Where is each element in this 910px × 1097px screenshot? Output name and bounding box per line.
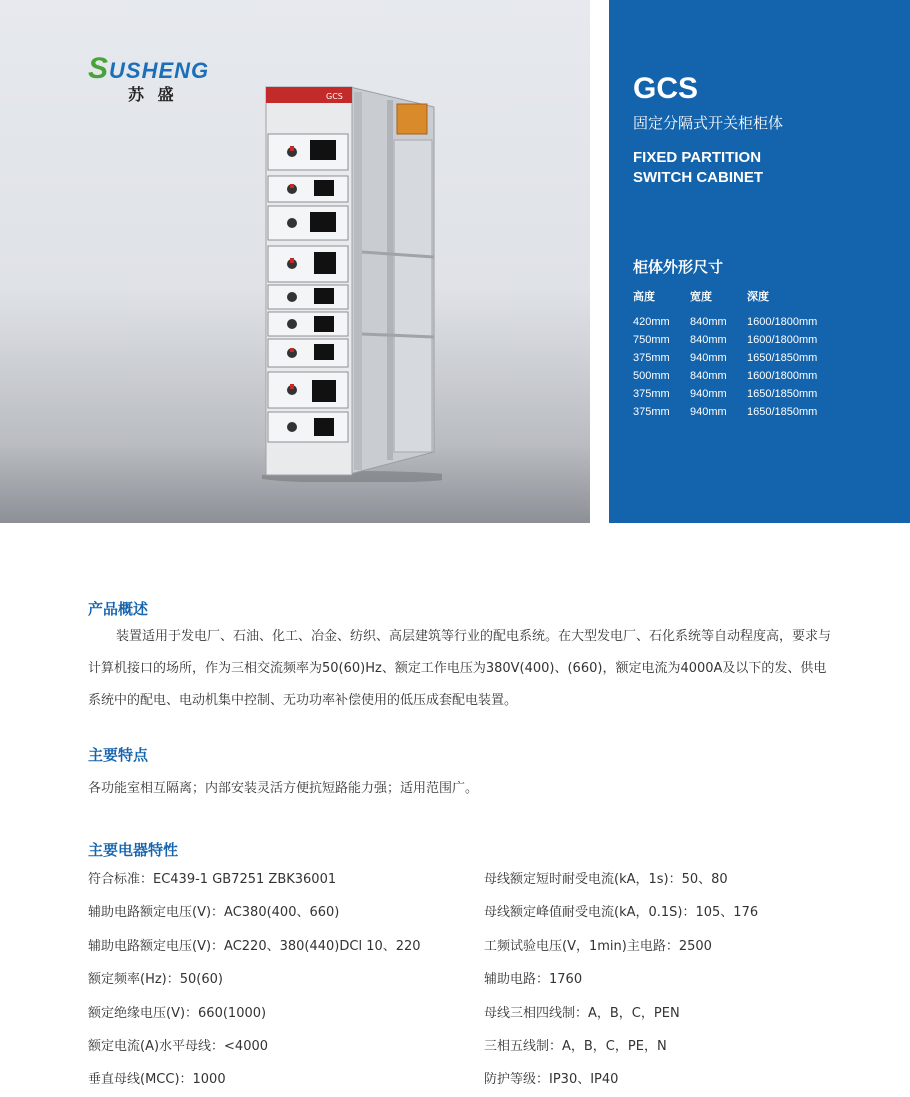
product-model: GCS bbox=[633, 72, 699, 105]
cell-depth: 1600/1800mm bbox=[747, 334, 818, 346]
logo-cn: 苏 盛 bbox=[128, 85, 178, 104]
product-name-en-line2: SWITCH CABINET bbox=[633, 169, 763, 186]
logo-word: USHENG bbox=[109, 58, 210, 83]
spec-item: 辅助电路额定电压(V)：AC380(400、660) bbox=[88, 905, 340, 921]
cell-height: 375mm bbox=[633, 352, 670, 364]
cabinet-illustration bbox=[262, 82, 442, 482]
dimensions-table bbox=[633, 288, 817, 424]
table-row bbox=[633, 388, 817, 406]
cabinet-plate-label: GCS bbox=[326, 92, 343, 101]
cell-depth: 1650/1850mm bbox=[747, 388, 818, 400]
product-name-en bbox=[633, 148, 763, 188]
spec-item: 母线三相四线制：A，B，C，PEN bbox=[484, 1005, 680, 1021]
header-width: 宽度 bbox=[690, 290, 712, 303]
dimensions-header-row bbox=[633, 288, 817, 308]
cell-depth: 1600/1800mm bbox=[747, 370, 818, 382]
table-row bbox=[633, 316, 817, 334]
cell-width: 940mm bbox=[690, 388, 727, 400]
product-name-cn: 固定分隔式开关柜柜体 bbox=[633, 114, 784, 132]
cell-height: 375mm bbox=[633, 388, 670, 400]
features-text: 各功能室相互隔离；内部安装灵活方便抗短路能力强；适用范围广。 bbox=[88, 781, 479, 796]
cell-depth: 1650/1850mm bbox=[747, 352, 818, 364]
features-title: 主要特点 bbox=[88, 746, 149, 764]
cell-width: 840mm bbox=[690, 370, 727, 382]
spec-item: 工频试验电压(V，1min)主电路：2500 bbox=[484, 938, 712, 954]
table-row bbox=[633, 334, 817, 352]
susheng-logo bbox=[88, 52, 209, 105]
spec-item: 额定频率(Hz)：50(60) bbox=[88, 972, 223, 988]
logo-mark: S bbox=[88, 52, 110, 85]
spec-item: 母线额定峰值耐受电流(kA，0.1S)：105、176 bbox=[484, 905, 759, 921]
product-name-en-line1: FIXED PARTITION bbox=[633, 149, 762, 166]
dimensions-title: 柜体外形尺寸 bbox=[633, 258, 724, 276]
spec-item: 母线额定短时耐受电流(kA，1s)：50、80 bbox=[484, 872, 728, 887]
header-depth: 深度 bbox=[747, 290, 769, 303]
spec-item: 辅助电路额定电压(V)：AC220、380(440)DCl 10、220 bbox=[88, 938, 421, 954]
cell-height: 500mm bbox=[633, 370, 670, 382]
spec-item: 垂直母线(MCC)：1000 bbox=[88, 1072, 226, 1088]
cell-depth: 1600/1800mm bbox=[747, 316, 818, 328]
cell-height: 750mm bbox=[633, 334, 670, 346]
table-row bbox=[633, 352, 817, 370]
specs-title: 主要电器特性 bbox=[88, 841, 179, 859]
product-hero bbox=[0, 0, 590, 523]
header-height: 高度 bbox=[633, 290, 655, 303]
overview-title: 产品概述 bbox=[88, 600, 149, 618]
cell-height: 375mm bbox=[633, 406, 670, 418]
spec-item: 符合标准：EC439-1 GB7251 ZBK36001 bbox=[88, 872, 337, 887]
cell-width: 940mm bbox=[690, 352, 727, 364]
specs-left-column bbox=[88, 863, 421, 1097]
cell-width: 940mm bbox=[690, 406, 727, 418]
overview-text: 装置适用于发电厂、石油、化工、冶金、纺织、高层建筑等行业的配电系统。在大型发电厂、石化系统等自动程度高，要求与计算机接口的场所，作为三相交流频率为50(60)Hz、额定工作电压为380V(400)、(660)，额定电流为4000A及以下的发、供电系统中的配电、电动机集中控制、无功功率补偿使用的低压成套配电装置。 bbox=[88, 629, 832, 708]
spec-item: 辅助电路：1760 bbox=[484, 972, 583, 988]
cell-width: 840mm bbox=[690, 316, 727, 328]
specs-right-column bbox=[484, 863, 758, 1097]
cell-height: 420mm bbox=[633, 316, 670, 328]
spec-item: 额定绝缘电压(V)：660(1000) bbox=[88, 1005, 267, 1021]
spec-item: 三相五线制：A，B，C，PE，N bbox=[484, 1039, 667, 1055]
cell-depth: 1650/1850mm bbox=[747, 406, 818, 418]
spec-item: 防护等级：IP30、IP40 bbox=[484, 1072, 619, 1088]
table-row bbox=[633, 406, 817, 424]
table-row bbox=[633, 370, 817, 388]
product-info-panel bbox=[609, 0, 910, 523]
spec-item: 额定电流(A)水平母线：<4000 bbox=[88, 1039, 269, 1055]
cell-width: 840mm bbox=[690, 334, 727, 346]
